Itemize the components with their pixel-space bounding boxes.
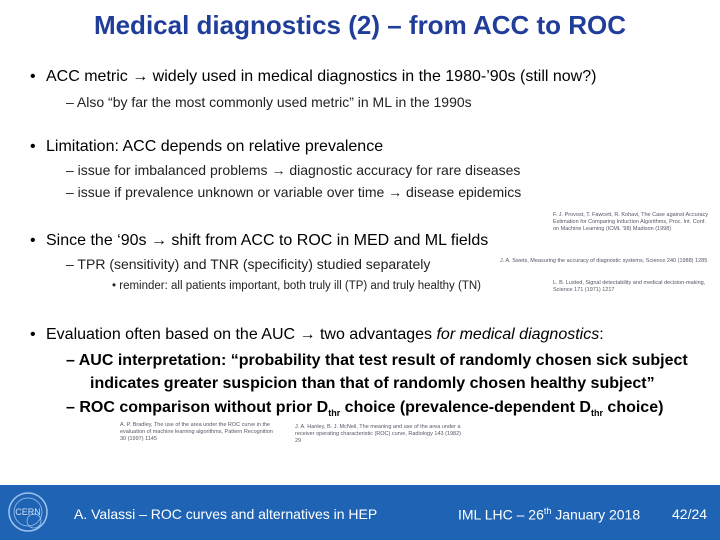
footer-author: A. Valassi – ROC curves and alternatives in HEP [74,506,378,522]
bullet-text: shift from ACC to ROC in MED and ML fields [166,232,489,249]
bullet-text: : [599,326,604,343]
bullet-auc-evaluation [30,326,604,344]
sub-bullet-text: – issue for imbalanced problems [66,162,272,178]
reference-hanley: J. A. Hanley, B. J. McNeil, The meaning and use of the area under a receiver operating characteristic (ROC) curve, Radiology 143 (1982) 29 [295,424,461,444]
sub-bullet-imbalanced [66,162,520,178]
footer-bar [0,485,720,540]
sub-bullet-text: disease epidemics [402,184,522,200]
sub-bullet-roc-comparison [66,399,663,418]
arrow-symbol: → [299,326,316,343]
sub-bullet-text: choice) [602,399,664,416]
sub-bullet-text: – issue if prevalence unknown or variable over time [66,184,389,200]
bullet-marker: • [30,138,36,155]
sub-bullet-text: choice (prevalence-dependent D [340,399,591,416]
sub-bullet-text: – ROC comparison without prior D [66,399,329,416]
sub-sub-bullet-reminder [112,280,481,292]
page-number: 42/24 [672,506,708,522]
bullet-marker: • [30,326,36,343]
bullet-text: Evaluation often based on the AUC [46,326,300,343]
sub-sub-bullet-text: reminder: all patients important, both truly ill (TP) and truly healthy (TN) [119,280,481,292]
bullet-marker: • [112,280,117,292]
bullet-marker: • [30,232,36,249]
bullet-text-italic: for medical diagnostics [436,326,600,343]
sub-bullet-auc-interpretation-cont: indicates greater suspicion than that of randomly chosen healthy subject” [90,375,655,392]
cern-logo-icon [4,489,52,535]
bullet-text: Since the ‘90s [46,232,151,249]
sub-bullet-ml-usage: – Also “by far the most commonly used metric” in ML in the 1990s [66,94,472,110]
arrow-symbol: → [132,68,149,85]
logo-text: CERN [15,507,41,517]
arrow-symbol: → [271,162,286,178]
slide-title: Medical diagnostics (2) – from ACC to ROC [93,10,627,40]
footer-event [458,506,640,523]
footer-event-text: IML LHC – 26 [458,506,544,523]
subscript-text: thr [328,408,341,419]
bullet-acc-metric [30,68,596,86]
sub-bullet-prevalence [66,184,521,200]
arrow-symbol: → [388,184,403,200]
reference-bradley: A. P. Bradley, The use of the area under the ROC curve in the evaluation of machine learning algorithms, Pattern Recognition 30 (1997) 1145 [120,422,273,442]
bullet-text: two advantages [315,326,437,343]
bullet-text: widely used in medical diagnostics in the 1980-’90s (still now?) [148,68,597,85]
footer-event-text: January 2018 [551,506,641,523]
reference-provost: F. J. Provost, T. Fawcett, R. Kohavi, The Case against Accuracy Estimation for Comparing Induction Algorithms, Proc. Int. Conf. on Machine Learning (ICML ’98) Madison (1998) [553,212,709,232]
subscript-text: thr [590,408,603,419]
bullet-limitation [30,138,383,156]
bullet-shift-to-roc [30,232,488,250]
sub-bullet-text: diagnostic accuracy for rare diseases [285,162,521,178]
reference-swets: J. A. Swets, Measuring the accuracy of diagnostic systems, Science 240 (1988) 1285 [500,258,708,264]
sub-bullet-tpr-tnr: – TPR (sensitivity) and TNR (specificity) studied separately [66,256,431,272]
bullet-text: Limitation: ACC depends on relative prevalence [46,138,384,155]
reference-lusted: L. B. Lusted, Signal detectability and medical decision-making, Science 171 (1971) 1217 [553,280,706,293]
bullet-marker: • [30,68,36,85]
arrow-symbol: → [150,232,167,249]
sub-bullet-auc-interpretation: – AUC interpretation: “probability that test result of randomly chosen sick subject [66,352,688,369]
superscript-text: th [543,506,552,516]
bullet-text: ACC metric [46,68,133,85]
